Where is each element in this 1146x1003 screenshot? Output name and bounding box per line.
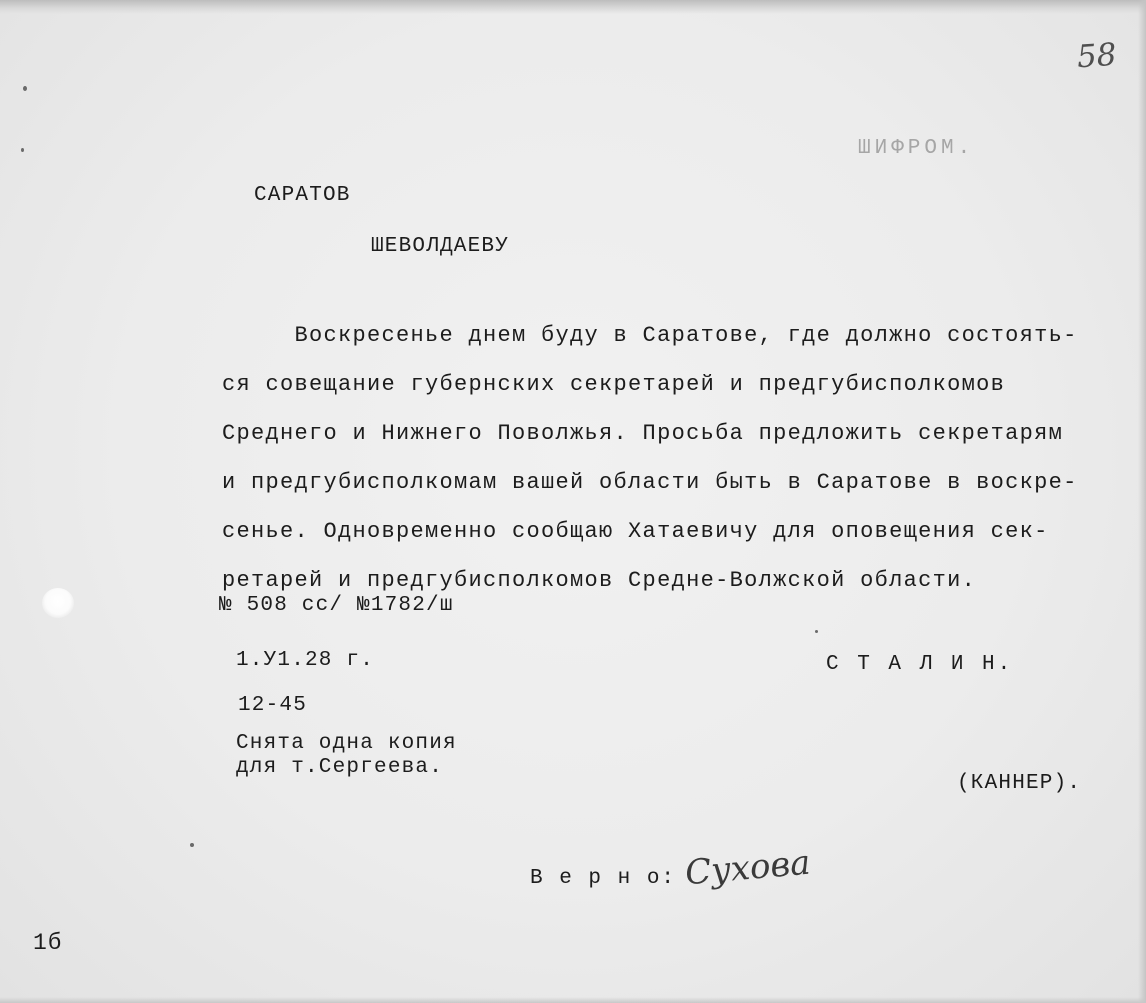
body-line: ретарей и предгубисполкомов Средне-Волжской области.: [222, 568, 977, 593]
dispatch-time: 12-45: [238, 694, 308, 717]
page-top-edge-shadow: [0, 0, 1146, 14]
reference-number: № 508 сс/ №1782/ш: [219, 594, 454, 617]
body-line: Воскресенье днем буду в Саратове, где должно состоять-: [222, 323, 1078, 348]
certification-label: В е р н о:: [530, 867, 677, 890]
address-city: САРАТОВ: [254, 184, 351, 207]
punch-hole: [42, 588, 74, 618]
page-right-edge-shadow: [1138, 0, 1146, 1003]
paper-speck: [21, 148, 24, 152]
body-line: и предгубисполкомам вашей области быть в Саратове в воскре-: [222, 470, 1078, 495]
page-bottom-edge-shadow: [0, 997, 1146, 1003]
body-line: сенье. Одновременно сообщаю Хатаевичу для оповещения сек-: [222, 519, 1049, 544]
paper-speck: [815, 630, 818, 633]
signatory: С Т А Л И Н.: [826, 653, 1014, 676]
document-date: 1.У1.28 г.: [236, 649, 375, 672]
certification-signature: Сухова: [683, 842, 812, 894]
body-line: ся совещание губернских секретарей и предгубисполкомов: [222, 372, 1006, 397]
body-line: Среднего и Нижнего Поволжья. Просьба предложить секретарям: [222, 421, 1064, 446]
address-recipient: ШЕВОЛДАЕВУ: [371, 235, 510, 258]
typist-initials: (КАННЕР).: [957, 772, 1082, 795]
header-stamp: ШИФРОМ.: [858, 137, 975, 160]
sheet-number: 1б: [33, 930, 63, 956]
folio-number: 58: [1075, 36, 1118, 76]
paper-speck: [190, 843, 194, 847]
copy-note-line: для т.Сергеева.: [236, 756, 444, 779]
copy-note-line: Снята одна копия: [236, 732, 457, 755]
telegram-body: [222, 311, 1127, 605]
paper-speck: [23, 86, 27, 91]
